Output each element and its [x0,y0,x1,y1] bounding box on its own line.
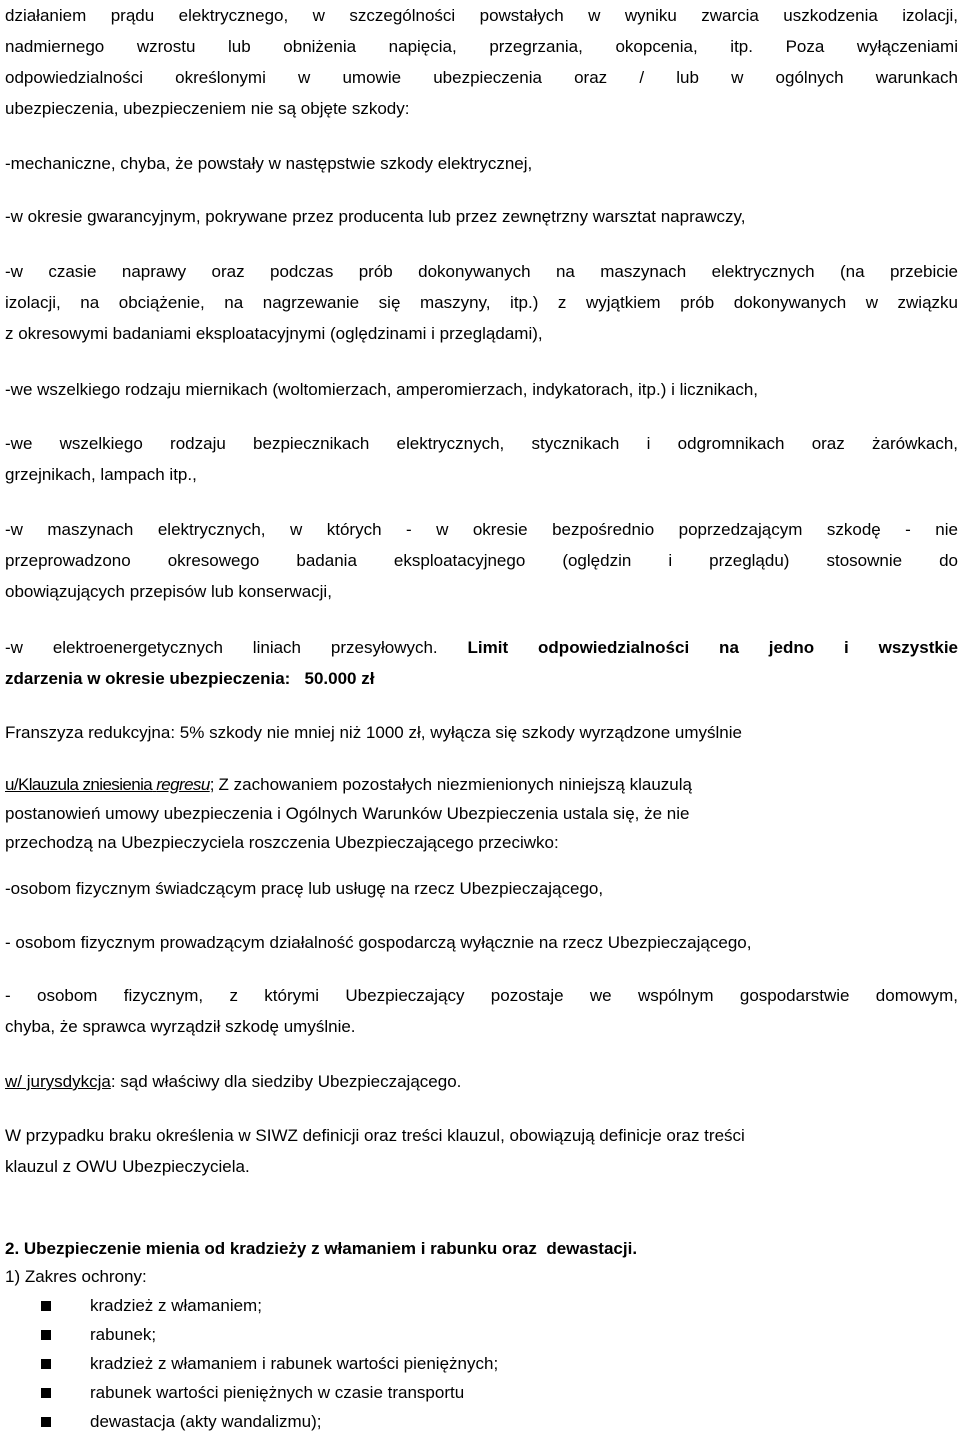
text-line: grzejnikach, lampach itp., [5,465,197,484]
square-bullet-icon [41,1417,51,1427]
text-line: -we wszelkiego rodzaju bezpiecznikach elektrycznych, stycznikach i odgromnikach oraz żarówkach, [5,434,958,453]
list-item: kradzież z włamaniem; [5,1291,905,1320]
text-line: nadmiernego wzrostu lub obniżenia napięcia, przegrzania, okopcenia, itp. Poza wyłączeniami [5,37,958,56]
persons-item-business [5,927,958,958]
text-line: Franszyza redukcyjna: 5% szkody nie mniej niż 1000 zł, wyłącza się szkody wyrządzone umyślnie [5,723,742,742]
persons-item-workers [5,873,958,904]
list-item: rabunek wartości pieniężnych w czasie transportu [5,1378,905,1407]
liability-limit-label: Limit odpowiedzialności na jedno i wszystkie [467,638,958,657]
text-line: -w okresie gwarancyjnym, pokrywane przez producenta lub przez zewnętrzny warsztat naprawczy, [5,207,746,226]
square-bullet-icon [41,1359,51,1369]
text-line: ubezpieczenia, ubezpieczeniem nie są objęte szkody: [5,99,410,118]
text-line: -w maszynach elektrycznych, w których - w okresie bezpośrednio poprzedzającym szkodę - nie [5,520,958,539]
section-subheading: 1) Zakres ochrony: [5,1267,147,1286]
text-line: odpowiedzialności określonymi w umowie ubezpieczenia oraz / lub w ogólnych warunkach [5,68,958,87]
text-line [5,632,958,663]
text-line: postanowień umowy ubezpieczenia i Ogólnych Warunków Ubezpieczenia ustala się, że nie [5,804,690,823]
exclusion-machines [5,514,958,607]
text-line: działaniem prądu elektrycznego, w szczególności powstałych w wyniku zwarcia uszkodzenia izolacji, [5,6,958,25]
text-line: chyba, że sprawca wyrządził szkodę umyślnie. [5,1017,356,1036]
jurisdiction-paragraph [5,1066,958,1097]
coverage-list [5,1291,905,1436]
liability-limit-value: zdarzenia w okresie ubezpieczenia: 50.000 zł [5,669,375,688]
text-line: -mechaniczne, chyba, że powstały w następstwie szkody elektrycznej, [5,154,533,173]
jurisdiction-label: w/ jurysdykcja [5,1072,111,1091]
text-line: klauzul z OWU Ubezpieczyciela. [5,1157,250,1176]
text-line: - osobom fizycznym prowadzącym działalność gospodarczą wyłącznie na rzecz Ubezpieczającego, [5,933,752,952]
clause-title: u/Klauzula zniesienia regresu; [5,775,214,794]
franchise-paragraph [5,717,958,748]
list-item: dewastacja (akty wandalizmu); [5,1407,905,1436]
text-line: izolacji, na obciążenie, na nagrzewanie się maszyny, itp.) z wyjątkiem prób dokonywanych w związku [5,293,958,312]
regres-clause-paragraph [5,770,958,857]
text-line: -osobom fizycznym świadczącym pracę lub usługę na rzecz Ubezpieczającego, [5,879,604,898]
intro-paragraph [5,0,958,124]
liability-limit-paragraph [5,632,958,694]
section-heading: 2. Ubezpieczenie mienia od kradzieży z włamaniem i rabunku oraz dewastacji. [5,1239,638,1258]
text-line: -w czasie naprawy oraz podczas prób dokonywanych na maszynach elektrycznych (na przebicie [5,262,958,281]
square-bullet-icon [41,1301,51,1311]
persons-item-household [5,980,958,1042]
text-line: z okresowymi badaniami eksploatacyjnymi (oględzinami i przeglądami), [5,324,543,343]
exclusion-meters [5,374,958,405]
text-line: w/ jurysdykcja: sąd właściwy dla siedziby Ubezpieczającego. [5,1072,462,1091]
square-bullet-icon [41,1330,51,1340]
exclusion-repair [5,256,958,349]
text-line: -we wszelkiego rodzaju miernikach (woltomierzach, amperomierzach, indykatorach, itp.) i licznikach, [5,380,759,399]
text-line: - osobom fizycznym, z którymi Ubezpieczający pozostaje we wspólnym gospodarstwie domowym, [5,986,958,1005]
square-bullet-icon [41,1388,51,1398]
owu-note-paragraph [5,1120,958,1182]
text-line: przechodzą na Ubezpieczyciela roszczenia Ubezpieczającego przeciwko: [5,833,559,852]
exclusion-warranty [5,201,958,232]
exclusion-mechanical [5,148,958,179]
text-line: u/Klauzula zniesienia regresu; Z zachowaniem pozostałych niezmienionych niniejszą klauzulą [5,775,692,794]
transmission-lines-exclusion: -w elektroenergetycznych liniach przesyłowych. [5,638,438,657]
exclusion-fuses [5,428,958,490]
list-item: rabunek; [5,1320,905,1349]
list-item: kradzież z włamaniem i rabunek wartości pieniężnych; [5,1349,905,1378]
text-line: W przypadku braku określenia w SIWZ definicji oraz treści klauzul, obowiązują definicje oraz treści [5,1126,745,1145]
text-line: obowiązujących przepisów lub konserwacji, [5,582,332,601]
text-line: przeprowadzono okresowego badania eksploatacyjnego (oględzin i przeglądu) stosownie do [5,551,958,570]
